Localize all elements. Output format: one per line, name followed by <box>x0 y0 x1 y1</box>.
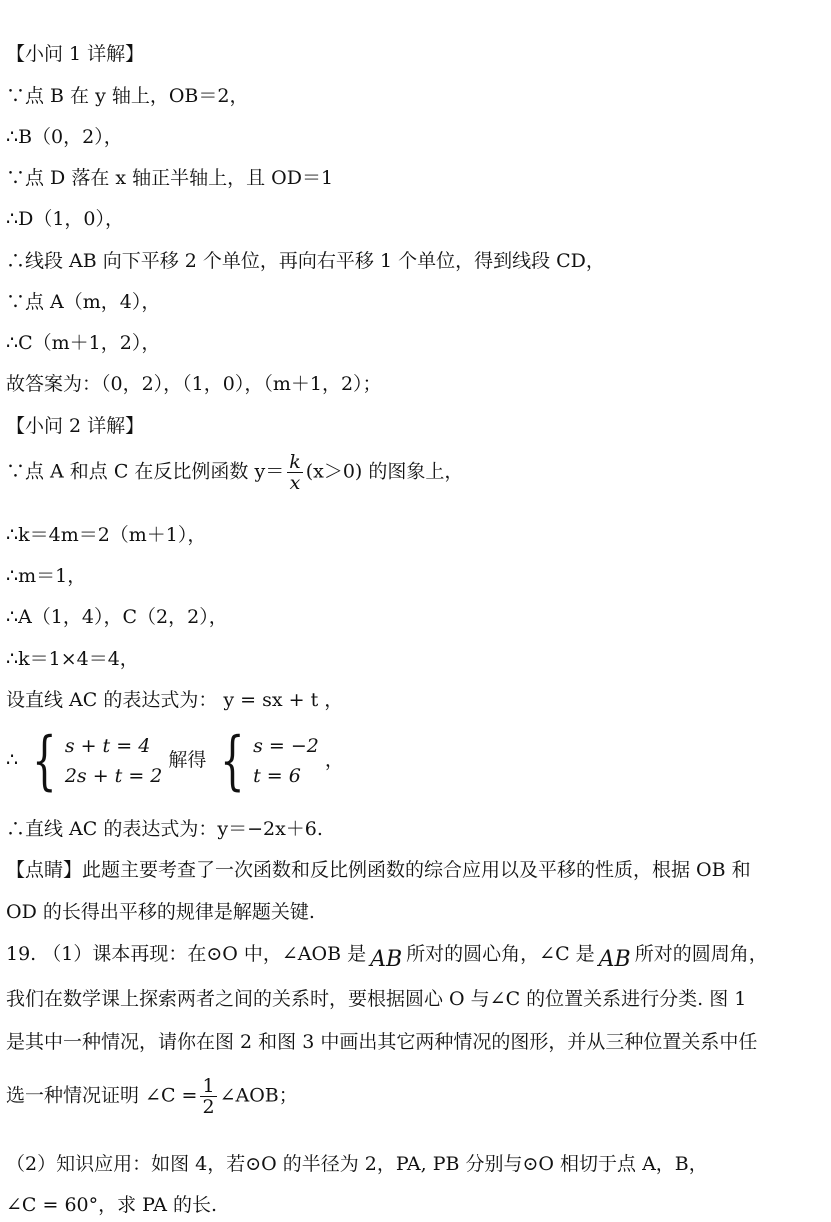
section-heading-1: 【小问 1 详解】 <box>6 43 145 65</box>
section-heading-2: 【小问 2 详解】 <box>6 415 145 437</box>
text-line: ∴k＝1×4＝4， <box>6 648 139 670</box>
text-line: ∴B（0，2）， <box>6 126 123 148</box>
fraction-denominator: x <box>289 472 301 494</box>
text-line: ∴k＝4m＝2（m＋1）， <box>6 524 207 546</box>
solve-label: 解得 <box>168 749 207 771</box>
fraction-numerator: 1 <box>202 1075 215 1097</box>
fraction-k-over-x <box>287 452 303 493</box>
equation-system-2 <box>212 724 319 798</box>
text-line: 故答案为：（0，2），（1，0），（m＋1，2）； <box>6 373 382 395</box>
text-line: 【点睛】此题主要考查了一次函数和反比例函数的综合应用以及平移的性质，根据 OB 和 <box>6 859 751 881</box>
fraction-denominator: 2 <box>202 1096 215 1118</box>
text-line: ∴A（1，4），C（2，2）， <box>6 606 228 628</box>
arc-ab-label: AB <box>370 947 403 972</box>
text-line: ∵点 D 落在 x 轴正半轴上，且 OD＝1 <box>6 167 334 189</box>
text-segment: 选一种情况证明 ∠C = <box>6 1084 198 1107</box>
text-line: ∴直线 AC 的表达式为：y＝−2x＋6. <box>6 818 323 840</box>
text-line: ∵点 A（m，4）， <box>6 291 161 313</box>
text-line-fraction <box>6 1076 298 1117</box>
text-line: 是其中一种情况，请你在图 2 和图 3 中画出其它两种情况的图形，并从三种位置关系中任 <box>6 1031 758 1053</box>
text-line-fraction <box>6 452 463 493</box>
text-segment: 所对的圆心角，∠C 是 <box>406 943 595 965</box>
text-line: OD 的长得出平移的规律是解题关键. <box>6 901 315 923</box>
arc-ab-label: AB <box>598 947 631 972</box>
text-line: ∴线段 AB 向下平移 2 个单位，再向右平移 1 个单位，得到线段 CD， <box>6 250 605 272</box>
text-line: ∴C（m＋1，2）， <box>6 332 161 354</box>
text-segment: ∠AOB； <box>219 1084 298 1107</box>
question-19-line <box>6 942 768 972</box>
text-line: ∵点 B 在 y 轴上，OB＝2， <box>6 85 249 107</box>
text-segment: (x＞0) 的图象上， <box>305 460 464 483</box>
left-brace: { <box>220 724 245 798</box>
text-line: 我们在数学课上探索两者之间的关系时，要根据圆心 O 与∠C 的位置关系进行分类. 图 1 <box>6 988 747 1010</box>
equation-system-line <box>6 724 344 798</box>
fraction-numerator: k <box>289 451 301 473</box>
text-segment: ， <box>324 749 344 771</box>
therefore-symbol: ∴ <box>6 749 19 771</box>
fraction-one-half <box>200 1076 216 1117</box>
text-segment: 所对的圆周角， <box>634 943 768 965</box>
text-line: ∠C = 60°，求 PA 的长. <box>6 1194 218 1216</box>
equation: s = −2 <box>253 735 319 757</box>
equation: 2s + t = 2 <box>64 765 163 787</box>
text-line: ∴m＝1， <box>6 565 87 587</box>
equation-system-1 <box>24 724 163 798</box>
left-brace: { <box>32 724 57 798</box>
text-segment: ∵点 A 和点 C 在反比例函数 y＝ <box>6 460 285 483</box>
text-segment: 19. （1）课本再现：在⊙O 中，∠AOB 是 <box>6 943 367 965</box>
equation: t = 6 <box>253 765 301 787</box>
text-line: ∴D（1，0）， <box>6 208 124 230</box>
text-line: （2）知识应用：如图 4，若⊙O 的半径为 2，PA, PB 分别与⊙O 相切于点 A，B， <box>6 1153 708 1175</box>
equation: s + t = 4 <box>64 735 151 757</box>
text-line: 设直线 AC 的表达式为： y = sx + t ， <box>6 689 344 711</box>
